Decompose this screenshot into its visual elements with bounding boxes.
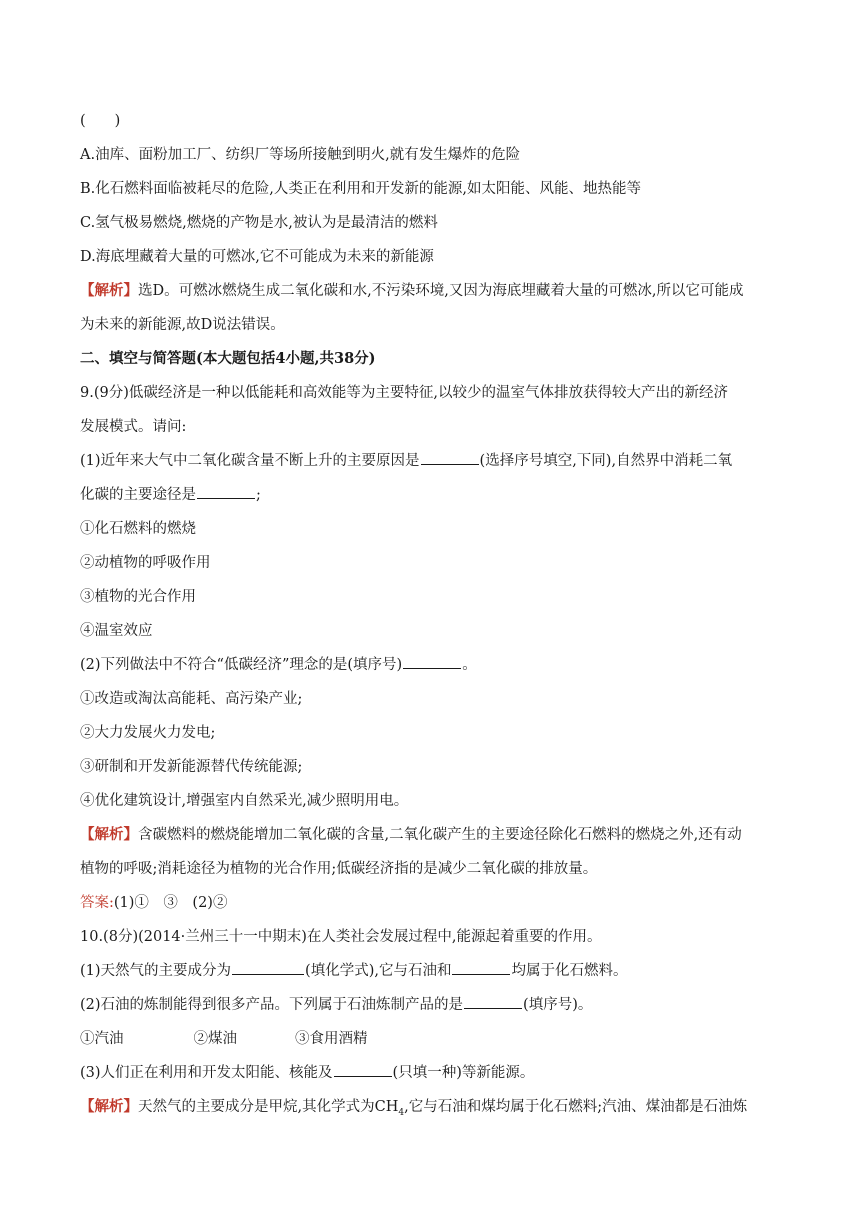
explanation-9 <box>80 818 780 852</box>
text: ; <box>256 487 261 503</box>
answer-label: 答案: <box>80 895 114 911</box>
text: (填序号)。 <box>523 997 593 1013</box>
document-page <box>80 104 780 1124</box>
answer-value: (1)① ③ (2)② <box>113 895 228 911</box>
text: (填化学式),它与石油和 <box>305 963 452 979</box>
option-gasoline: ①汽油 <box>80 1031 124 1047</box>
answer-9 <box>80 886 780 920</box>
question-10-part2 <box>80 988 780 1022</box>
answer-blank <box>334 1062 392 1077</box>
explanation-text: 选D。可燃冰燃烧生成二氧化碳和水,不污染环境,又因为海底埋藏着大量的可燃冰,所以它可能成 <box>138 283 744 299</box>
text: (2)下列做法中不符合“低碳经济”理念的是(填序号) <box>80 657 403 673</box>
option-alcohol: ③食用酒精 <box>295 1031 368 1047</box>
section-heading: 二、填空与简答题(本大题包括4小题,共38分) <box>80 350 376 367</box>
text: 化碳的主要途径是 <box>80 487 196 503</box>
answer-blank <box>452 960 510 975</box>
explanation-tag: 【解析】 <box>80 1098 138 1115</box>
answer-blank <box>403 654 461 669</box>
question-10-options <box>80 1022 780 1056</box>
option-d: D.海底埋藏着大量的可燃冰,它不可能成为未来的新能源 <box>80 249 434 265</box>
answer-blank <box>421 450 479 465</box>
text: (2)石油的炼制能得到很多产品。下列属于石油炼制产品的是 <box>80 997 464 1013</box>
question-9-part2 <box>80 648 780 682</box>
explanation-text: ,它与石油和煤均属于化石燃料;汽油、煤油都是石油炼 <box>404 1099 748 1115</box>
question-9-cont: 发展模式。请问: <box>80 419 187 435</box>
subscript: 4 <box>398 1107 405 1118</box>
answer-blank <box>197 484 255 499</box>
explanation-9-cont: 植物的呼吸;消耗途径为植物的光合作用;低碳经济指的是减少二氧化碳的排放量。 <box>80 861 598 877</box>
question-10: 10.(8分)(2014·兰州三十一中期末)在人类社会发展过程中,能源起着重要的作用。 <box>80 929 602 945</box>
explanation-text: 含碳燃料的燃烧能增加二氧化碳的含量,二氧化碳产生的主要途径除化石燃料的燃烧之外,还有动 <box>138 827 742 843</box>
option-c: C.氢气极易燃烧,燃烧的产物是水,被认为是最清洁的燃料 <box>80 215 438 231</box>
text: 。 <box>462 657 477 673</box>
option-kerosene: ②煤油 <box>193 1031 237 1047</box>
practice-4: ④优化建筑设计,增强室内自然采光,减少照明用电。 <box>80 793 409 809</box>
option-b: B.化石燃料面临被耗尽的危险,人类正在利用和开发新的能源,如太阳能、风能、地热能等 <box>80 181 641 197</box>
text: 均属于化石燃料。 <box>511 963 628 979</box>
answer-blank <box>464 994 522 1009</box>
explanation-10 <box>80 1090 780 1124</box>
question-9-part1 <box>80 444 780 478</box>
practice-2: ②大力发展火力发电; <box>80 725 216 741</box>
explanation-8 <box>80 274 780 308</box>
option-1: ①化石燃料的燃烧 <box>80 521 196 537</box>
option-3: ③植物的光合作用 <box>80 589 196 605</box>
option-2: ②动植物的呼吸作用 <box>80 555 211 571</box>
practice-1: ①改造或淘汰高能耗、高污染产业; <box>80 691 303 707</box>
explanation-tag: 【解析】 <box>80 282 138 299</box>
question-10-part3 <box>80 1056 780 1090</box>
text: (选择序号填空,下同),自然界中消耗二氧 <box>479 453 733 469</box>
explanation-tag: 【解析】 <box>80 826 138 843</box>
question-paren: ( ) <box>80 113 121 129</box>
practice-3: ③研制和开发新能源替代传统能源; <box>80 759 303 775</box>
text: (1)天然气的主要成分为 <box>80 963 232 979</box>
explanation-8-cont: 为未来的新能源,故D说法错误。 <box>80 317 285 333</box>
text: (只填一种)等新能源。 <box>392 1065 535 1081</box>
option-4: ④温室效应 <box>80 623 153 639</box>
text: (1)近年来大气中二氧化碳含量不断上升的主要原因是 <box>80 453 420 469</box>
question-10-part1 <box>80 954 780 988</box>
answer-blank <box>232 960 304 975</box>
explanation-text: 天然气的主要成分是甲烷,其化学式为CH <box>138 1099 399 1115</box>
question-9-part1-cont <box>80 478 780 512</box>
text: (3)人们正在利用和开发太阳能、核能及 <box>80 1065 333 1081</box>
option-a: A.油库、面粉加工厂、纺织厂等场所接触到明火,就有发生爆炸的危险 <box>80 147 521 163</box>
question-9: 9.(9分)低碳经济是一种以低能耗和高效能等为主要特征,以较少的温室气体排放获得较大产出的新经济 <box>80 385 728 401</box>
